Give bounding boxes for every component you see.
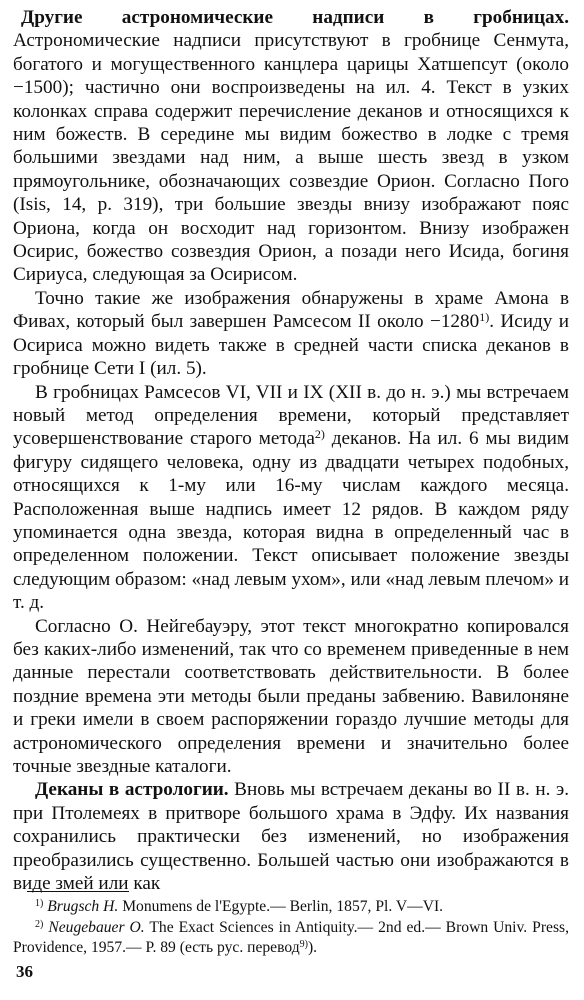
paragraph-3 xyxy=(13,381,569,615)
paragraph-2-text-b: . Исиду и Осириса можно видеть также в средней части списка деканов в гробнице Сети I (ил. 5). xyxy=(13,311,569,380)
paragraph-2-text-a: Точно такие же изображения обнаружены в храме Амона в Фивах, который был завершен Рамсесом II около −1280 xyxy=(13,287,569,333)
paragraph-1 xyxy=(13,6,569,287)
paragraph-4-text: Согласно О. Нейгебауэру, этот текст многократно копировался без каких-либо изменений, так что со временем приведенные в нем данные перестали соответствовать действительности. В более поздние времена эти методы были преданы забвению. Вавилоняне и греки имели в своем распоряжении гораздо лучшие методы для астрономического определения времени и значительно более точные звездные каталоги. xyxy=(13,615,569,777)
footnote-divider xyxy=(27,891,129,892)
section-heading-astrology: Деканы в астрологии. xyxy=(35,779,229,801)
footnote-1-mark: 1) xyxy=(35,898,44,909)
paragraph-4 xyxy=(13,615,569,779)
footnote-2-text-b: ). xyxy=(307,939,318,956)
footnote-1-text: Monumens de l'Egypte.— Berlin, 1857, Pl. V—VI. xyxy=(118,898,444,915)
footnote-1 xyxy=(13,897,569,918)
paragraph-5 xyxy=(13,778,569,895)
page-body xyxy=(13,6,569,895)
footnote-2 xyxy=(13,918,569,959)
paragraph-5-text: Вновь мы встречаем деканы во II в. н. э. при Птолемеях в притворе большого храма в Эдфу. Их названия сохранились практически без изменений, но изображения преобразились существенно. Большей частью они изображаются в виде змей или как xyxy=(13,779,569,895)
footnote-2-mark: 2) xyxy=(35,918,44,930)
paragraph-3-text-a: В гробницах Рамсесов VI, VII и IX (XII в. до н. э.) мы встречаем новый метод определения времени, который представляет усовершенствование старого метода xyxy=(13,381,569,450)
footnotes xyxy=(13,897,569,959)
footnote-ref-1: 1) xyxy=(479,310,490,325)
footnote-1-author: Brugsch H. xyxy=(47,898,119,915)
section-heading-tombs: Другие астрономические надписи в гробницах. xyxy=(21,7,569,28)
footnote-ref-2: 2) xyxy=(314,427,325,442)
paragraph-2 xyxy=(13,287,569,381)
footnote-2-ref: 9) xyxy=(299,939,308,950)
paragraph-3-text-b: деканов. На ил. 6 мы видим фигуру сидящего человека, одну из двадцати четырех подобных, относящихся к 1-му или 16-му числам каждого месяца. Расположенная выше надпись имеет 12 рядов. В каждом ряду упоминается одна звезда, которая видна в определенный час в определенном положении. Текст описывает положение звезды следующим образом: «над левым ухом», или «над левым плечом» и т. д. xyxy=(13,428,569,614)
footnote-2-text-a: The Exact Sciences in Antiquity.— 2nd ed.— Brown Univ. Press, Providence, 1957.— P. 89 (есть рус. перевод xyxy=(13,918,569,956)
paragraph-1-text: Астрономические надписи присутствуют в гробнице Сенмута, богатого и могущественного канцлера царицы Хатшепсут (около −1500); частично они воспроизведены на ил. 4. Текст в узких колонках справа содержит перечисление деканов и относящихся к ним божеств. В середине мы видим божество в лодке с тремя большими звездами над ним, а выше шесть звезд в узком прямоугольнике, обозначающих созвездие Орион. Согласно Пого (Isis, 14, p. 319), три большие звезды внизу изображают пояс Ориона, когда он восходит над горизонтом. Внизу изображен Осирис, божество созвездия Орион, а позади него Исида, богиня Сириуса, следующая за Осирисом. xyxy=(13,30,569,286)
page-number: 36 xyxy=(16,962,33,981)
footnote-2-author: Neugebauer O. xyxy=(48,918,145,936)
